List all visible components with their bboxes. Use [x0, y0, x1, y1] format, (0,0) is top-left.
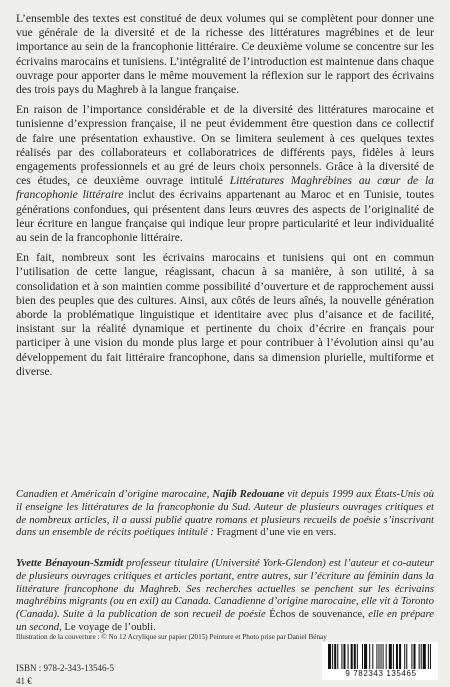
barcode-bar [354, 644, 356, 669]
summary-paragraph-3: En fait, nombreux sont les écrivains marocains et tunisiens qui ont en commun l’utilisation de cette langue, réagissant, chacun à sa manière, à son utilité, à sa consolidation et à son maintien comme possibilité d’ouverture et de rapprochement aussi bien des peuples que des cultures. Ainsi, aux côtés de leurs aînés, la nouvelle génération aborde la problématique linguistique et identitaire avec plus d’aisance et de facilité, insistant sur la réalité dynamique et pertinente du choix d’écrire en français pour participer à une vision du monde plus large et pour contribuer à l’évolution ainsi qu’au développement du fait littéraire francophone, dans sa dimension plurielle, multiforme et diverse. [16, 251, 434, 378]
barcode-bar [413, 644, 415, 669]
author-name: Najib Redouane [212, 488, 285, 500]
barcode [322, 642, 438, 680]
barcode-bar [404, 644, 405, 669]
barcode-bar [362, 644, 363, 669]
barcode-bar [423, 644, 426, 669]
summary-paragraph-2: En raison de l’importance considérable et de la diversité des littératures marocaine et tunisienne d’expression française, il ne peut évidemment être question dans ce collectif de faire une présentation exhaustive. On se limitera seulement à ces quelques textes réalisés par des collaborateurs et collaboratrices de différents pays, fidèles à leurs engagements professionnels et au gré de leurs choix personnels. Grâce à la diversité de ces études, ce deuxième ouvrage intitulé Littératures Maghrébines au cœur de la francophonie littéraire inclut des écrivains appartenant au Maroc et en Tunisie, toutes générations confondues, qui présentent dans leurs œuvres des aspects de l’originalité de leur écriture en langue française qui indique leur propre particularité et leur individualité au sein de la francophonie littéraire. [16, 103, 434, 245]
work-title: Échos de souvenance, [269, 608, 365, 621]
barcode-bar [393, 644, 394, 669]
barcode-bar [378, 644, 379, 669]
summary-paragraph-1: L’ensemble des textes est constitué de deux volumes qui se complètent pour donner une vue générale de la diversité et de la richesse des littératures magrébines et de leur importance au sein de la francophonie littéraire. Ce deuxième volume se concentre sur les écrivains marocains et tunisiens. L’intégralité de l’introduction est maintenue dans chaque ouvrage pour apporter dans le même mouvement la réflexion sur le rapport des écrivains des trois pays du Maghreb à la langue française. [16, 12, 434, 97]
barcode-bar [419, 644, 420, 669]
barcode-bar [343, 644, 345, 669]
author-bio-redouane: Canadien et Américain d’origine marocaine, Najib Redouane vit depuis 1999 aux États-Unis où il enseigne les littératures de la francophonie du Sud. Auteur de plusieurs ouvrages critiques et de nombreux articles, il a aussi publié quatre romans et plusieurs recueils de poésie s’inscrivant dans un ensemble de récits poétiques intitulé : Fragment d’une vie en vers. [16, 488, 434, 539]
summary-text [16, 12, 434, 385]
work-title: Fragment d’une vie en vers. [216, 526, 337, 539]
barcode-bar [428, 644, 429, 669]
barcode-bar [364, 644, 367, 669]
barcode-digits: 9 782343 135465 [345, 669, 417, 678]
illustration-credit: Illustration de la couverture : © No 12 Acrylique sur papier (2015) Peinture et Photo prise par Daniel Bénay [16, 633, 327, 641]
barcode-bar [376, 644, 377, 669]
isbn: ISBN : 978-2-343-13546-5 [16, 663, 114, 673]
barcode-bar [381, 644, 382, 669]
barcode-bar [372, 644, 373, 669]
barcode-bar [341, 644, 342, 669]
barcode-bar [332, 644, 333, 669]
barcode-bar [369, 644, 370, 669]
book-title: Littératures Maghrébines au cœur de la francophonie littéraire [16, 174, 434, 202]
author-name: Yvette Bénayoun-Szmidt [16, 557, 124, 569]
barcode-bar [430, 644, 431, 669]
barcode-bar [386, 644, 387, 669]
barcode-bar [389, 644, 392, 669]
barcode-bar [328, 644, 331, 669]
barcode-bar [399, 644, 401, 669]
barcode-bar [357, 644, 358, 669]
author-bio-benayoun-szmidt: Yvette Bénayoun-Szmidt professeur titulaire (Université York-Glendon) est l’auteur et co-auteur de plusieurs ouvrages critiques et articles portant, entre autres, sur l’écriture au féminin dans la littérature francophone du Maghreb. Ses recherches actuelles se penchent sur les écrivains maghrébins migrants (ou en exil) au Canada. Canadienne d’origine marocaine, elle vit à Toronto (Canada). Suite à la publication de son recueil de poésie Échos de souvenance, elle en prépare un second, Le voyage de l’oubli. [16, 557, 435, 633]
work-title: Le voyage de l’oubli. [64, 620, 156, 633]
barcode-bar [337, 644, 338, 669]
barcode-bar [411, 644, 412, 669]
barcode-bar [351, 644, 353, 669]
barcode-bar [348, 644, 349, 669]
barcode-bar [406, 644, 407, 669]
barcode-bars [328, 644, 432, 669]
barcode-bar [334, 644, 336, 669]
price: 41 € [16, 676, 32, 686]
barcode-bar [383, 644, 384, 669]
barcode-bar [396, 644, 398, 669]
barcode-bar [421, 644, 422, 669]
